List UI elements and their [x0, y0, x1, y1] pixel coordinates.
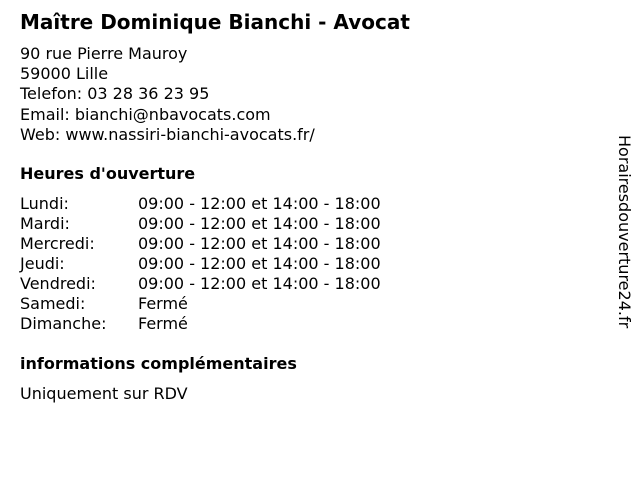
email-line: Email: bianchi@nbavocats.com — [20, 104, 271, 124]
website-line: Web: www.nassiri-bianchi-avocats.fr/ — [20, 124, 315, 144]
day-hours: 09:00 - 12:00 et 14:00 - 18:00 — [138, 274, 381, 293]
hours-row-tuesday — [20, 214, 381, 234]
day-label: Samedi: — [20, 294, 86, 313]
day-hours: 09:00 - 12:00 et 14:00 - 18:00 — [138, 194, 381, 213]
address-street: 90 rue Pierre Mauroy — [20, 44, 188, 63]
additional-info-heading: informations complémentaires — [20, 354, 297, 373]
site-watermark: Horairesdouverture24.fr — [615, 135, 634, 329]
day-hours: Fermé — [138, 314, 188, 333]
day-label: Jeudi: — [20, 254, 65, 273]
hours-row-thursday — [20, 254, 381, 274]
opening-hours-table — [20, 194, 381, 334]
day-label: Vendredi: — [20, 274, 96, 293]
hours-row-friday — [20, 274, 381, 294]
phone-line: Telefon: 03 28 36 23 95 — [20, 84, 210, 104]
additional-info-text: Uniquement sur RDV — [20, 384, 188, 403]
day-hours: 09:00 - 12:00 et 14:00 - 18:00 — [138, 254, 381, 273]
day-label: Mercredi: — [20, 234, 95, 253]
hours-row-saturday — [20, 294, 381, 314]
day-hours: 09:00 - 12:00 et 14:00 - 18:00 — [138, 214, 381, 233]
hours-row-monday — [20, 194, 381, 214]
day-hours: Fermé — [138, 294, 188, 313]
address-city: 59000 Lille — [20, 64, 109, 84]
day-label: Lundi: — [20, 194, 69, 213]
day-label: Mardi: — [20, 214, 70, 233]
day-label: Dimanche: — [20, 314, 107, 333]
contact-block — [20, 44, 315, 145]
hours-heading: Heures d'ouverture — [20, 164, 196, 183]
page-title: Maître Dominique Bianchi - Avocat — [20, 10, 410, 34]
day-hours: 09:00 - 12:00 et 14:00 - 18:00 — [138, 234, 381, 253]
hours-row-sunday — [20, 314, 381, 334]
hours-row-wednesday — [20, 234, 381, 254]
